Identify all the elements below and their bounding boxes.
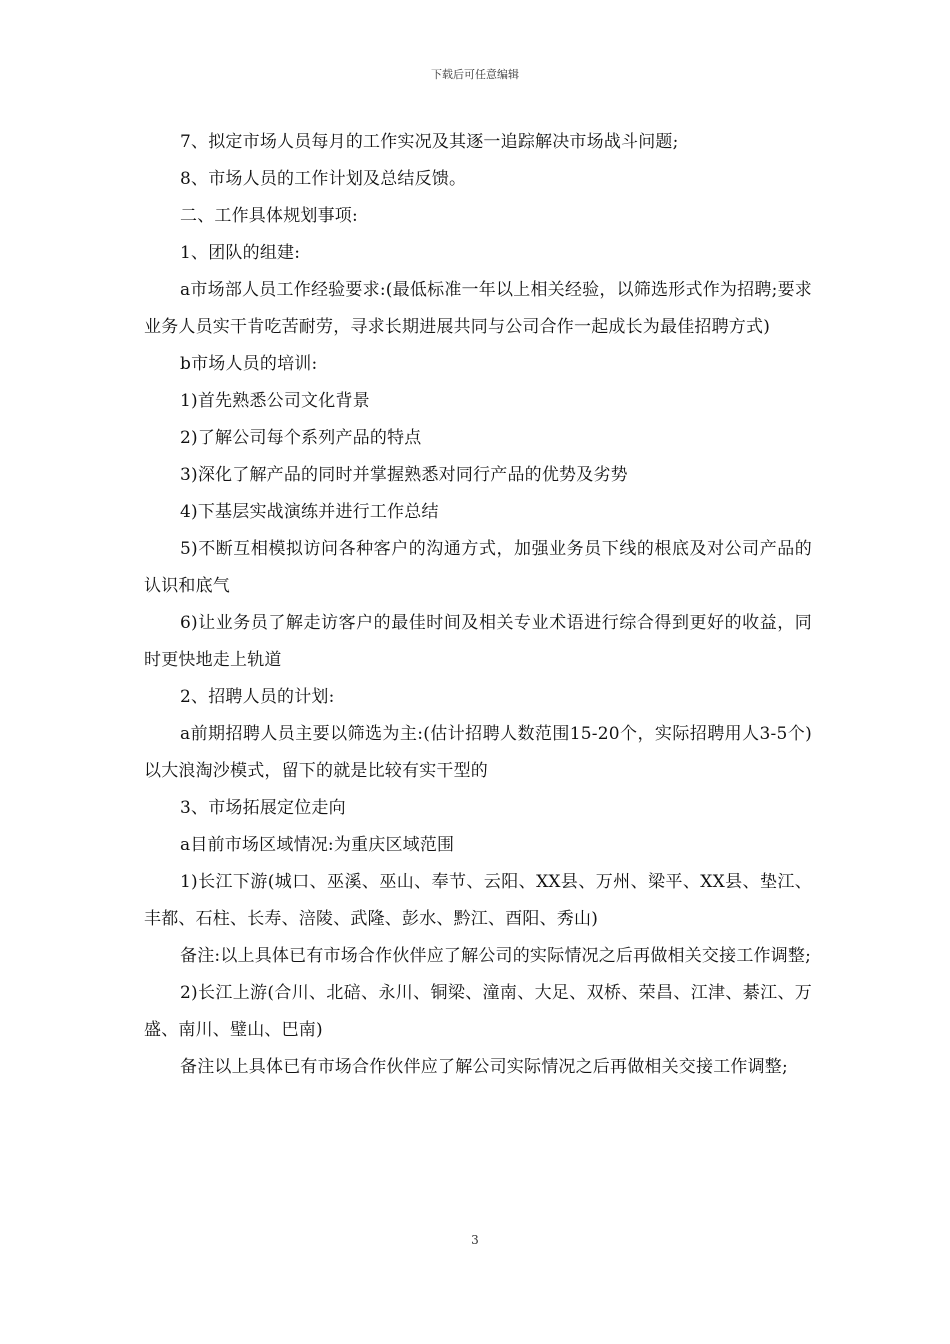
document-body [144,124,812,1086]
note-paragraph: 备注以上具体已有市场合作伙伴应了解公司实际情况之后再做相关交接工作调整; [180,1057,788,1077]
subsection-heading: 2、招聘人员的计划: [180,687,335,707]
paragraph: a市场部人员工作经验要求:(最低标准一年以上相关经验，以筛选形式作为招聘;要求业务人员实干肯吃苦耐劳，寻求长期进展共同与公司合作一起成长为最佳招聘方式) [144,280,812,337]
list-item: 6)让业务员了解走访客户的最佳时间及相关专业术语进行综合得到更好的收益，同时更快地走上轨道 [144,613,812,670]
page-header-note: 下载后可任意编辑 [431,68,519,81]
list-item: 1)首先熟悉公司文化背景 [180,391,370,411]
subsection-heading: 1、团队的组建: [180,243,301,263]
paragraph: 8、市场人员的工作计划及总结反馈。 [180,169,467,189]
note-paragraph: 备注:以上具体已有市场合作伙伴应了解公司的实际情况之后再做相关交接工作调整; [180,946,812,966]
list-item: 3)深化了解产品的同时并掌握熟悉对同行产品的优势及劣势 [180,465,628,485]
list-item: 1)长江下游(城口、巫溪、巫山、奉节、云阳、XX县、万州、梁平、XX县、垫江、丰都、石柱、长寿、涪陵、武隆、彭水、黔江、酉阳、秀山) [144,872,812,929]
section-heading: 二、工作具体规划事项: [180,206,358,226]
list-item: 2)了解公司每个系列产品的特点 [180,428,422,448]
paragraph: a前期招聘人员主要以筛选为主:(估计招聘人数范围15-20个，实际招聘用人3-5个)以大浪淘沙模式，留下的就是比较有实干型的 [144,724,812,781]
list-item: 2)长江上游(合川、北碚、永川、铜梁、潼南、大足、双桥、荣昌、江津、綦江、万盛、南川、璧山、巴南) [144,983,812,1040]
subsection-heading: b市场人员的培训: [180,354,318,374]
paragraph: a目前市场区域情况:为重庆区域范围 [180,835,455,855]
subsection-heading: 3、市场拓展定位走向 [180,798,346,818]
page-number: 3 [471,1233,479,1247]
paragraph: 7、拟定市场人员每月的工作实况及其逐一追踪解决市场战斗问题; [180,132,679,152]
list-item: 4)下基层实战演练并进行工作总结 [180,502,439,522]
list-item: 5)不断互相模拟访问各种客户的沟通方式，加强业务员下线的根底及对公司产品的认识和底气 [144,539,812,596]
